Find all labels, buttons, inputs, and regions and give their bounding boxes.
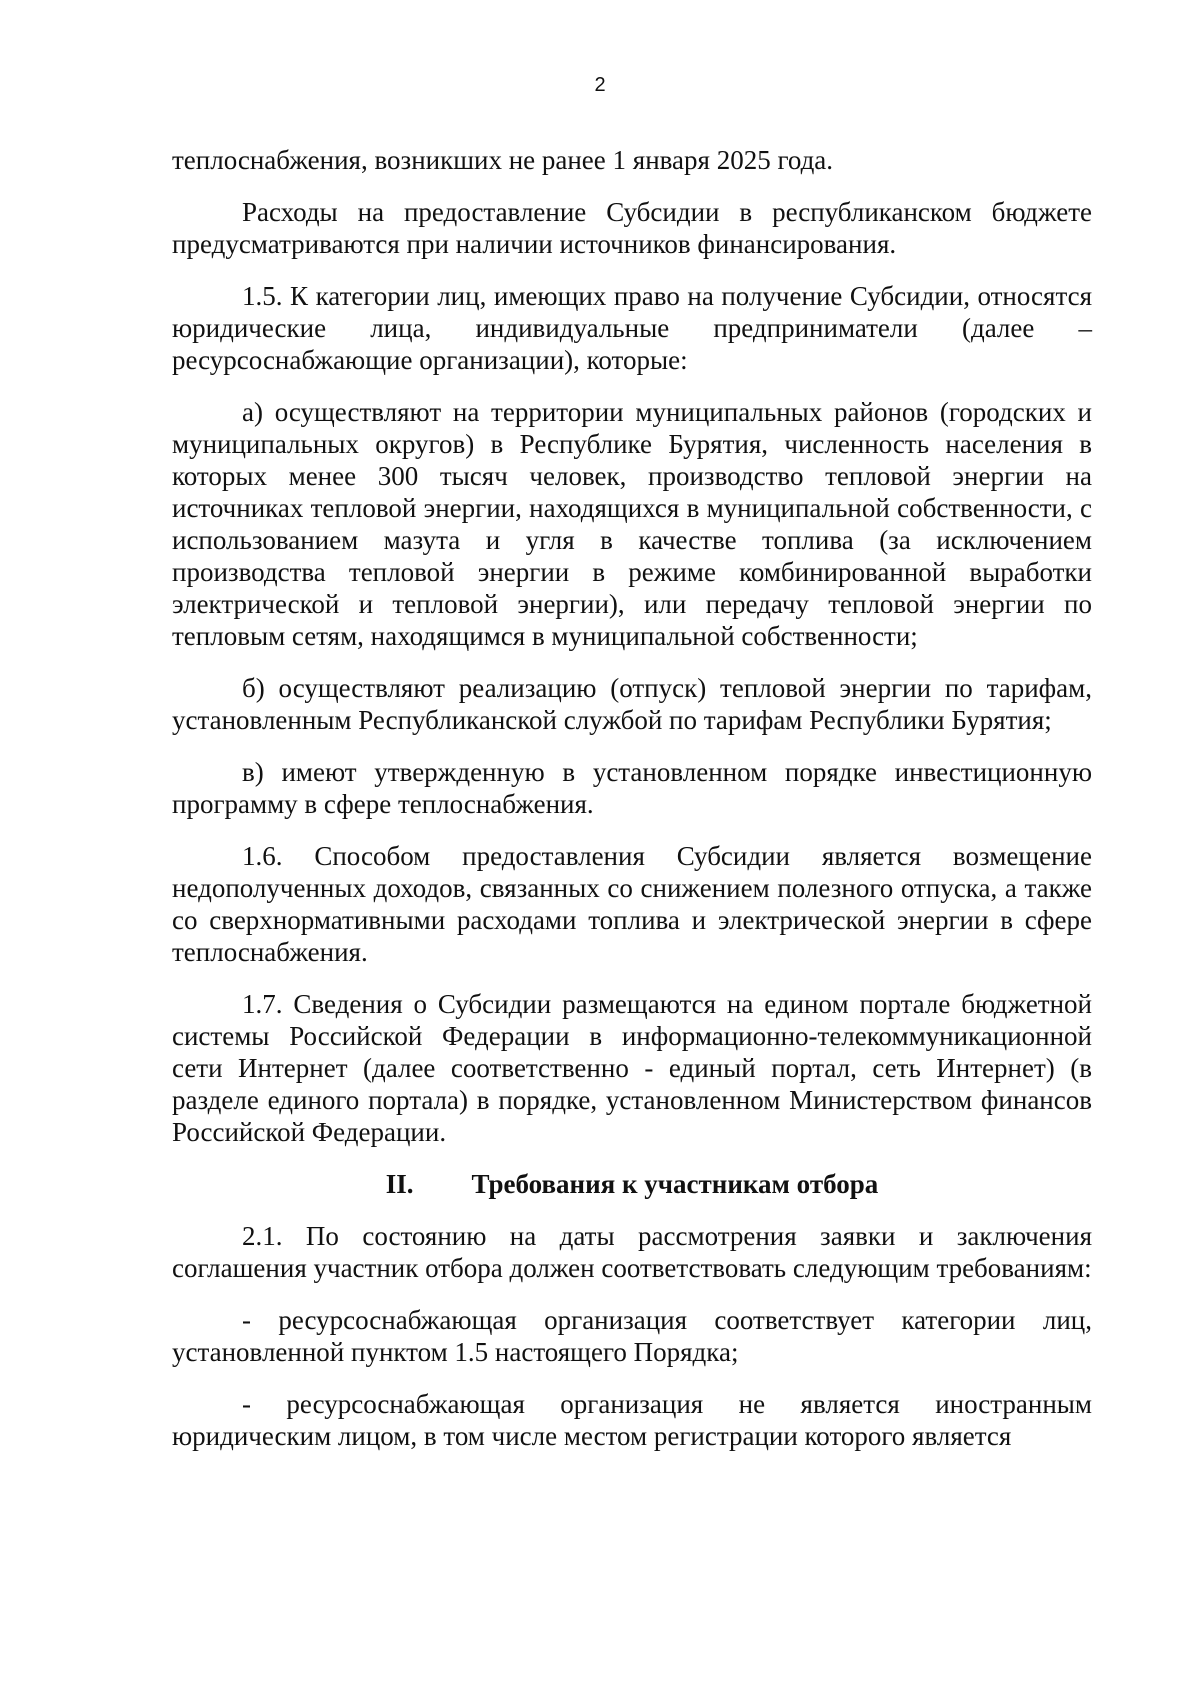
paragraph-2-1: 2.1. По состоянию на даты рассмотрения заявки и заключения соглашения участник отбора должен соответствовать следующим требованиям:	[172, 1221, 1092, 1283]
section-title: Требования к участникам отбора	[471, 1169, 879, 1199]
section-number: II.	[385, 1169, 414, 1199]
paragraph-requirement-category: - ресурсоснабжающая организация соответствует категории лиц, установленной пунктом 1.5 настоящего Порядка;	[172, 1305, 1092, 1367]
paragraph-1-6: 1.6. Способом предоставления Субсидии является возмещение недополученных доходов, связанных со снижением полезного отпуска, а также со сверхнормативными расходами топлива и электрической энергии в сфере теплоснабжения.	[172, 841, 1092, 967]
page-number: 2	[594, 74, 606, 96]
paragraph-1-7: 1.7. Сведения о Субсидии размещаются на едином портале бюджетной системы Российской Федерации в информационно-телекоммуникационной сети Интернет (далее соответственно - единый портал, сеть Интернет) (в разделе единого портала) в порядке, установленном Министерством финансов Российской Федерации.	[172, 989, 1092, 1147]
paragraph-1-5-b: б) осуществляют реализацию (отпуск) тепловой энергии по тарифам, установленным Республиканской службой по тарифам Республики Бурятия;	[172, 673, 1092, 735]
paragraph-budget-expenses: Расходы на предоставление Субсидии в республиканском бюджете предусматриваются при наличии источников финансирования.	[172, 197, 1092, 259]
section-heading	[172, 1168, 1092, 1200]
paragraph-requirement-foreign: - ресурсоснабжающая организация не является иностранным юридическим лицом, в том числе местом регистрации которого является	[172, 1389, 1092, 1451]
paragraph-1-5-v: в) имеют утвержденную в установленном порядке инвестиционную программу в сфере теплоснабжения.	[172, 757, 1092, 819]
paragraph-continuation: теплоснабжения, возникших не ранее 1 января 2025 года.	[172, 145, 834, 175]
document-body	[172, 144, 1092, 1472]
paragraph-1-5: 1.5. К категории лиц, имеющих право на получение Субсидии, относятся юридические лица, индивидуальные предприниматели (далее – ресурсоснабжающие организации), которые:	[172, 281, 1092, 375]
paragraph-1-5-a: а) осуществляют на территории муниципальных районов (городских и муниципальных округов) в Республике Бурятия, численность населения в которых менее 300 тысяч человек, производство тепловой энергии на источниках тепловой энергии, находящихся в муниципальной собственности, с использованием мазута и угля в качестве топлива (за исключением производства тепловой энергии в режиме комбинированной выработки электрической и тепловой энергии), или передачу тепловой энергии по тепловым сетям, находящимся в муниципальной собственности;	[172, 397, 1092, 651]
